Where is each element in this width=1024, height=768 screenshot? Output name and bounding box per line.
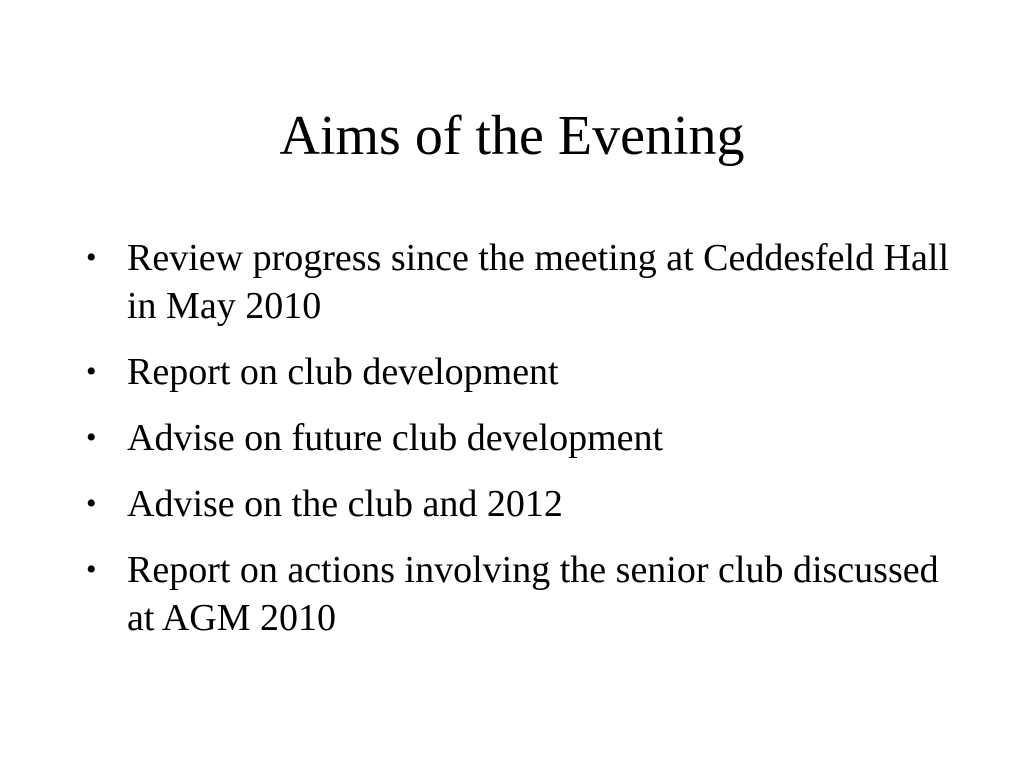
bullet-text-club-and-2012: Advise on the club and 2012 [127,483,563,525]
bullet-text-senior-club-actions: Report on actions involving the senior club discussed at AGM 2010 [127,549,939,639]
bullet-icon: • [86,421,97,454]
bullet-text-review-progress: Review progress since the meeting at Ceddesfeld Hall in May 2010 [127,237,950,327]
bullet-icon: • [86,241,97,274]
bullet-text-club-development-report: Report on club development [127,351,559,393]
bullet-icon: • [86,355,97,388]
bullet-icon: • [86,487,97,520]
list-item [86,234,956,330]
bullet-text-future-development: Advise on future club development [127,417,664,459]
list-item [86,414,956,462]
list-item [86,546,956,642]
bullet-icon: • [86,553,97,586]
list-item [86,480,956,528]
list-item [86,348,956,396]
bullet-list [86,234,956,660]
slide-title: Aims of the Evening [279,105,745,167]
